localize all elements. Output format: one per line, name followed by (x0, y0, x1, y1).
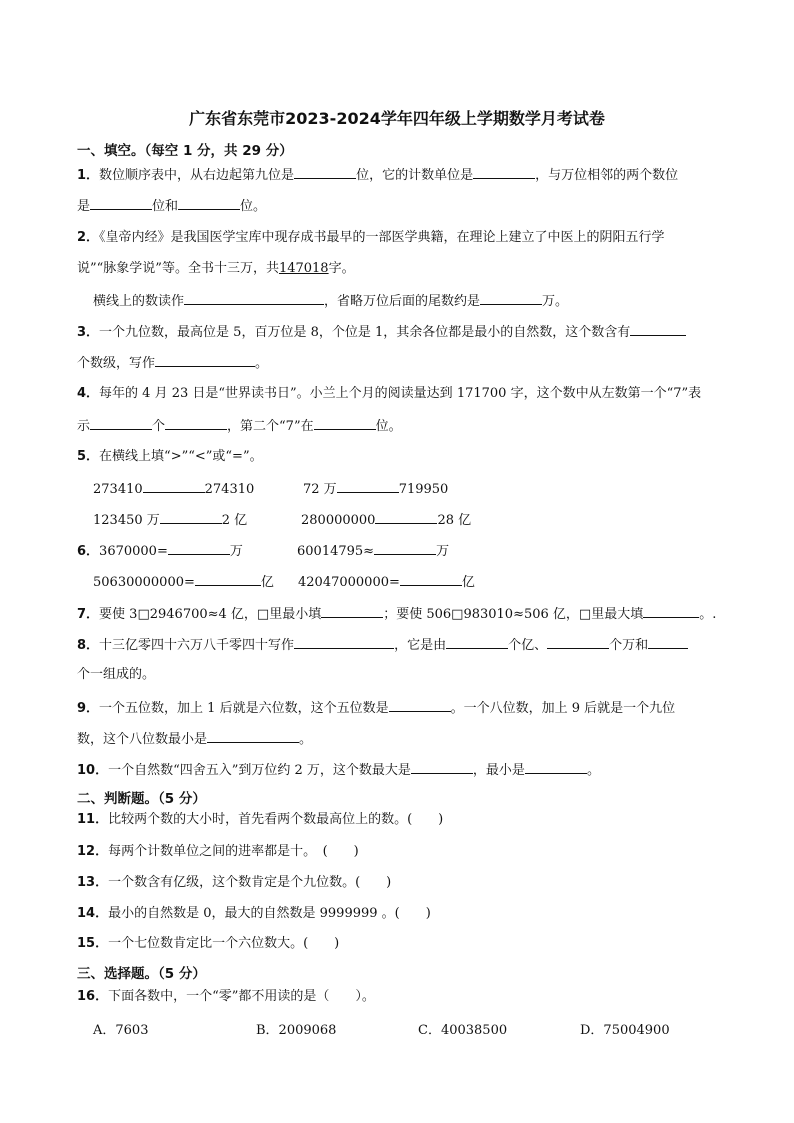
section-heading-true-false: 二、判断题。（5 分） (77, 791, 206, 807)
question-number: 12． (77, 844, 109, 859)
page-title: 广东省东莞市2023-2024学年四年级上学期数学月考试卷 (189, 109, 605, 128)
option-a[interactable]: A．7603 (93, 1023, 149, 1038)
question-6-row-2: 50630000000= 亿 42047000000= 亿 (93, 571, 773, 593)
answer-blank[interactable] (294, 164, 356, 179)
answer-blank[interactable] (165, 415, 227, 430)
question-number: 5． (77, 449, 100, 464)
question-5-line-1: 5．在横线上填“>”“<”或“=”。 (77, 449, 263, 464)
answer-blank[interactable] (90, 195, 152, 210)
question-number: 4． (77, 386, 100, 401)
question-2-line-2: 说”“脉象学说”等。全书十三万，共147018字。 (77, 261, 355, 276)
answer-blank[interactable] (155, 352, 255, 367)
answer-blank[interactable] (90, 415, 152, 430)
answer-blank[interactable] (411, 759, 473, 774)
answer-blank[interactable] (643, 603, 699, 618)
answer-blank[interactable] (473, 164, 535, 179)
question-2-line-3: 横线上的数读作 ，省略万位后面的尾数约是 万。 (93, 290, 773, 312)
answer-blank[interactable] (480, 290, 542, 305)
question-3-line-1: 3．一个九位数，最高位是 5，百万位是 8，个位是 1，其余各位都是最小的自然数，这个数含有 (77, 321, 757, 343)
question-3-line-2: 个数级，写作 。 (77, 352, 757, 374)
question-number: 7． (77, 607, 100, 622)
question-number: 9． (77, 701, 100, 716)
answer-blank[interactable] (337, 478, 399, 493)
question-5-row-2: 123450 万 2 亿 280000000 28 亿 (93, 509, 773, 531)
question-4-line-1: 4．每年的 4 月 23 日是“世界读书日”。小兰上个月的阅读量达到 171700 字，这个数中从左数第一个“7”表 (77, 386, 702, 401)
question-16: 16．下面各数中，一个“零”都不用读的是（ ）。 (77, 989, 375, 1004)
question-number: 1． (77, 168, 100, 183)
question-11: 11．比较两个数的大小时，首先看两个数最高位上的数。( ) (77, 812, 444, 827)
section-heading-multiple-choice: 三、选择题。（5 分） (77, 966, 206, 982)
option-c[interactable]: C．40038500 (418, 1023, 508, 1038)
answer-blank[interactable] (207, 728, 299, 743)
answer-blank[interactable] (160, 509, 222, 524)
answer-blank[interactable] (446, 634, 508, 649)
answer-blank[interactable] (400, 571, 462, 586)
question-5-row-1: 273410 274310 72 万 719950 (93, 478, 773, 500)
answer-blank[interactable] (374, 540, 436, 555)
underlined-number: 147018 (278, 261, 329, 276)
question-7-line-1: 7．要使 3□2946700≈4 亿，□里最小填 ；要使 506□983010≈506 亿，□里最大填 。. (77, 603, 757, 625)
option-b[interactable]: B．2009068 (256, 1023, 337, 1038)
question-number: 8． (77, 638, 100, 653)
section-heading-fill-in: 一、填空。（每空 1 分，共 29 分） (77, 143, 293, 159)
question-number: 13． (77, 875, 109, 890)
question-4-line-2: 示 个 ，第二个“7”在 位。 (77, 415, 757, 437)
option-d[interactable]: D．75004900 (580, 1023, 670, 1038)
question-number: 2． (77, 230, 100, 245)
answer-blank[interactable] (321, 603, 383, 618)
answer-blank[interactable] (184, 290, 324, 305)
answer-blank[interactable] (375, 509, 437, 524)
question-number: 15． (77, 936, 109, 951)
question-8-line-2: 个一组成的。 (77, 667, 156, 682)
question-12: 12．每两个计数单位之间的进率都是十。 ( ) (77, 844, 359, 859)
answer-blank[interactable] (314, 415, 376, 430)
question-2-line-1: 2．《皇帝内经》是我国医学宝库中现存成书最早的一部医学典籍，在理论上建立了中医上的阴阳五行学 (77, 230, 665, 245)
question-number: 11． (77, 812, 109, 827)
answer-blank[interactable] (389, 697, 451, 712)
answer-blank[interactable] (525, 759, 587, 774)
question-1-line-1: 1．数位顺序表中，从右边起第九位是 位，它的计数单位是 ，与万位相邻的两个数位 (77, 164, 757, 186)
question-8-line-1: 8．十三亿零四十六万八千零四十写作 ，它是由 个亿、 个万和 (77, 634, 757, 656)
question-number: 6． (77, 544, 100, 559)
question-1-line-2: 是 位和 位。 (77, 195, 757, 217)
answer-blank[interactable] (294, 634, 394, 649)
question-number: 3． (77, 325, 100, 340)
question-9-line-1: 9．一个五位数，加上 1 后就是六位数，这个五位数是 。一个八位数，加上 9 后就是一个九位 (77, 697, 757, 719)
answer-blank[interactable] (168, 540, 230, 555)
question-number: 10． (77, 763, 109, 778)
question-9-line-2: 数，这个八位数最小是 。 (77, 728, 757, 750)
question-number: 16． (77, 989, 109, 1004)
question-15: 15．一个七位数肯定比一个六位数大。( ) (77, 936, 340, 951)
question-13: 13．一个数含有亿级，这个数肯定是个九位数。( ) (77, 875, 392, 890)
question-10-line-1: 10．一个自然数“四舍五入”到万位约 2 万，这个数最大是 ，最小是 。 (77, 759, 757, 781)
answer-blank[interactable] (547, 634, 609, 649)
answer-blank[interactable] (143, 478, 205, 493)
answer-blank[interactable] (630, 321, 686, 336)
answer-blank[interactable] (195, 571, 261, 586)
answer-blank[interactable] (648, 634, 688, 649)
answer-blank[interactable] (178, 195, 240, 210)
question-14: 14．最小的自然数是 0，最大的自然数是 9999999 。( ) (77, 906, 431, 921)
question-number: 14． (77, 906, 109, 921)
question-6-row-1: 6．3670000= 万 60014795≈ 万 (77, 540, 757, 562)
